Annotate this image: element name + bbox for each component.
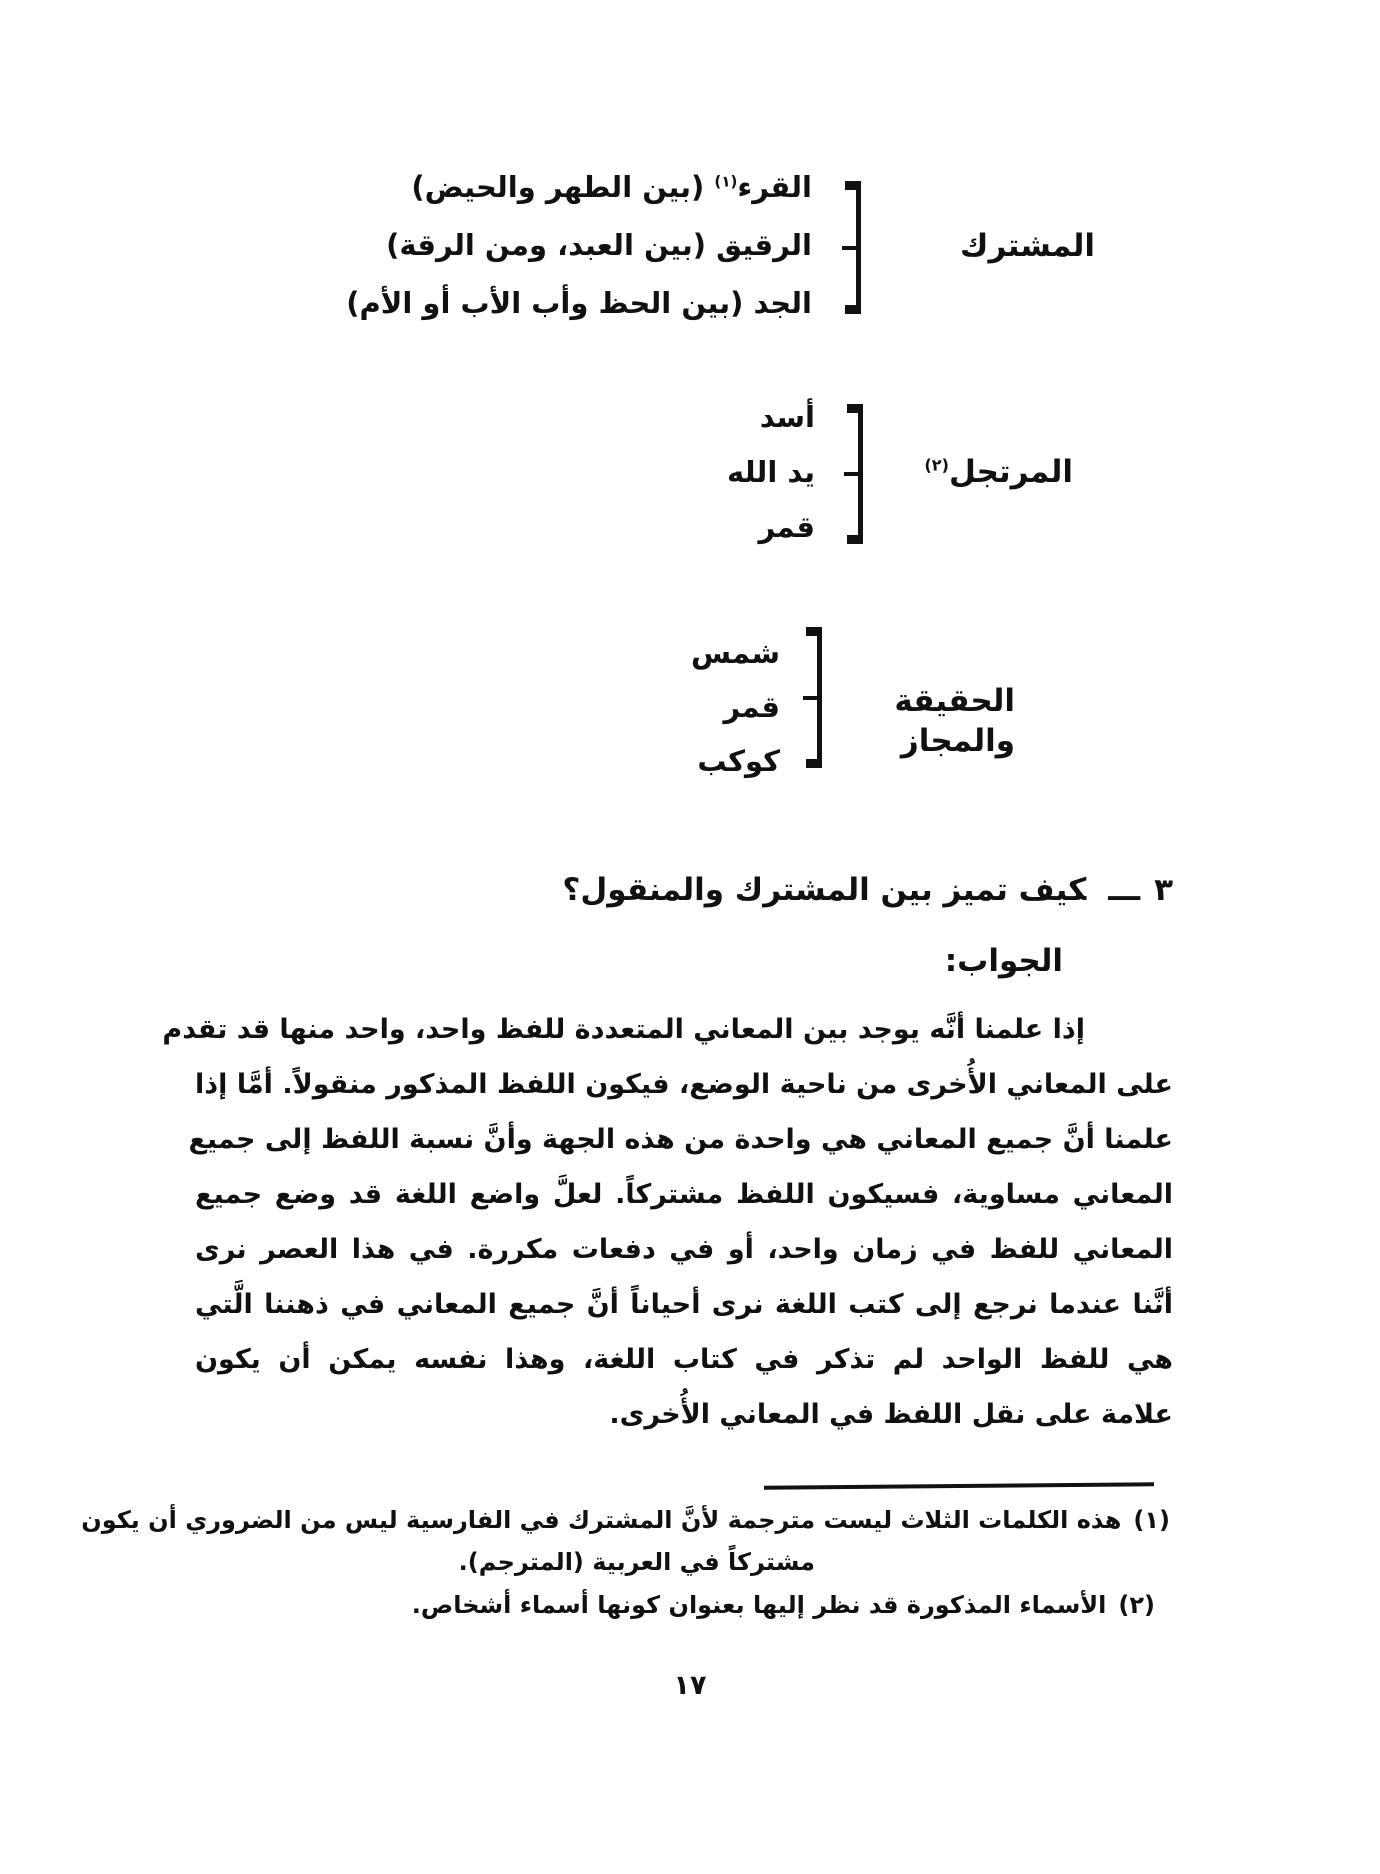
bracket-top-tick	[845, 181, 857, 190]
answer-heading: الجواب:	[944, 943, 1063, 979]
bracket-bottom-tick	[847, 535, 859, 544]
group-murtajal-items	[515, 390, 815, 555]
bracket-icon	[843, 181, 861, 314]
paragraph-line: إذا علمنا أنَّه يوجد بين المعاني المتعددة للفظ واحد، واحد منها قد تقدم	[162, 1014, 1085, 1045]
diagram-item: يد الله	[727, 455, 815, 489]
footnote-marker-2: (٢)	[1118, 1591, 1155, 1619]
group-haqiqa-majaz-items	[480, 626, 780, 788]
paragraph-line: علامة على نقل اللفظ في المعاني الأُخرى.	[609, 1399, 1173, 1430]
footnote-ref-2: (٢)	[924, 455, 949, 475]
diagram-item	[132, 158, 812, 216]
footnote-marker-1: (١)	[1133, 1506, 1170, 1534]
diagram-item: قمر	[758, 510, 815, 544]
footnote-separator	[764, 1482, 1154, 1489]
bracket-top-tick	[806, 627, 818, 636]
diagram-item: قمر	[723, 690, 780, 724]
question-text: كيف تميز بين المشترك والمنقول؟	[562, 872, 1087, 908]
answer-paragraph	[162, 1002, 1173, 1442]
bracket-bottom-tick	[845, 305, 857, 314]
paragraph-line: هي للفظ الواحد لم تذكر في كتاب اللغة، وهذا نفسه يمكن أن يكون	[195, 1344, 1173, 1375]
diagram-item: الرقيق (بين العبد، ومن الرقة)	[386, 228, 812, 262]
diagram-item: أسد	[759, 400, 815, 434]
bracket-middle-tick	[844, 472, 859, 476]
diagram-item: كوكب	[697, 744, 780, 778]
item-text: القرء	[737, 170, 812, 204]
dash-icon: ـــ	[1108, 872, 1141, 908]
item-text: (بين الطهر والحيض)	[411, 170, 715, 204]
paragraph-line: المعاني مساوية، فسيكون اللفظ مشتركاً. لعلَّ واضع اللغة قد وضع جميع	[195, 1179, 1173, 1210]
label-text: المشترك	[960, 228, 1095, 264]
diagram-item: الجد (بين الحظ وأب الأب أو الأم)	[346, 286, 812, 320]
label-text: الحقيقة والمجاز	[894, 683, 1015, 759]
paragraph-line: المعاني للفظ في زمان واحد، أو في دفعات مكررة. في هذا العصر نرى	[195, 1234, 1173, 1265]
paragraph-line: أنَّنا عندما نرجع إلى كتب اللغة نرى أحياناً أنَّ جميع المعاني في ذهننا الَّتي	[195, 1289, 1173, 1320]
footnote-1-line-1	[81, 1498, 1170, 1542]
footnote-ref-1: (١)	[714, 172, 738, 191]
group-label-murtajal	[893, 452, 1073, 492]
footnote-2	[355, 1583, 1155, 1627]
group-label-mushtarak	[915, 226, 1095, 266]
label-text: المرتجل	[949, 454, 1073, 490]
question-number: ٣	[1154, 872, 1173, 908]
footnote-text: الأسماء المذكورة قد نظر إليها بعنوان كونها أسماء أشخاص.	[411, 1591, 1107, 1619]
paragraph-line: على المعاني الأُخرى من ناحية الوضع، فيكون اللفظ المذكور منقولاً. أمَّا إذا	[195, 1069, 1173, 1100]
footnote-1-line-2: مشتركاً في العربية (المترجم).	[458, 1548, 815, 1576]
bracket-middle-tick	[842, 246, 857, 250]
bracket-icon	[845, 404, 863, 544]
page-number: ١٧	[673, 1670, 707, 1701]
question-line	[195, 869, 1173, 911]
group-mushtarak-items	[132, 158, 812, 332]
paragraph-line: علمنا أنَّ جميع المعاني هي واحدة من هذه الجهة وأنَّ نسبة اللفظ إلى جميع	[188, 1124, 1173, 1155]
diagram-item: شمس	[691, 636, 780, 670]
footnote-text: هذه الكلمات الثلاث ليست مترجمة لأنَّ المشترك في الفارسية ليس من الضروري أن يكون	[81, 1506, 1122, 1534]
bracket-top-tick	[847, 404, 859, 413]
group-label-haqiqa-majaz	[785, 681, 1015, 761]
